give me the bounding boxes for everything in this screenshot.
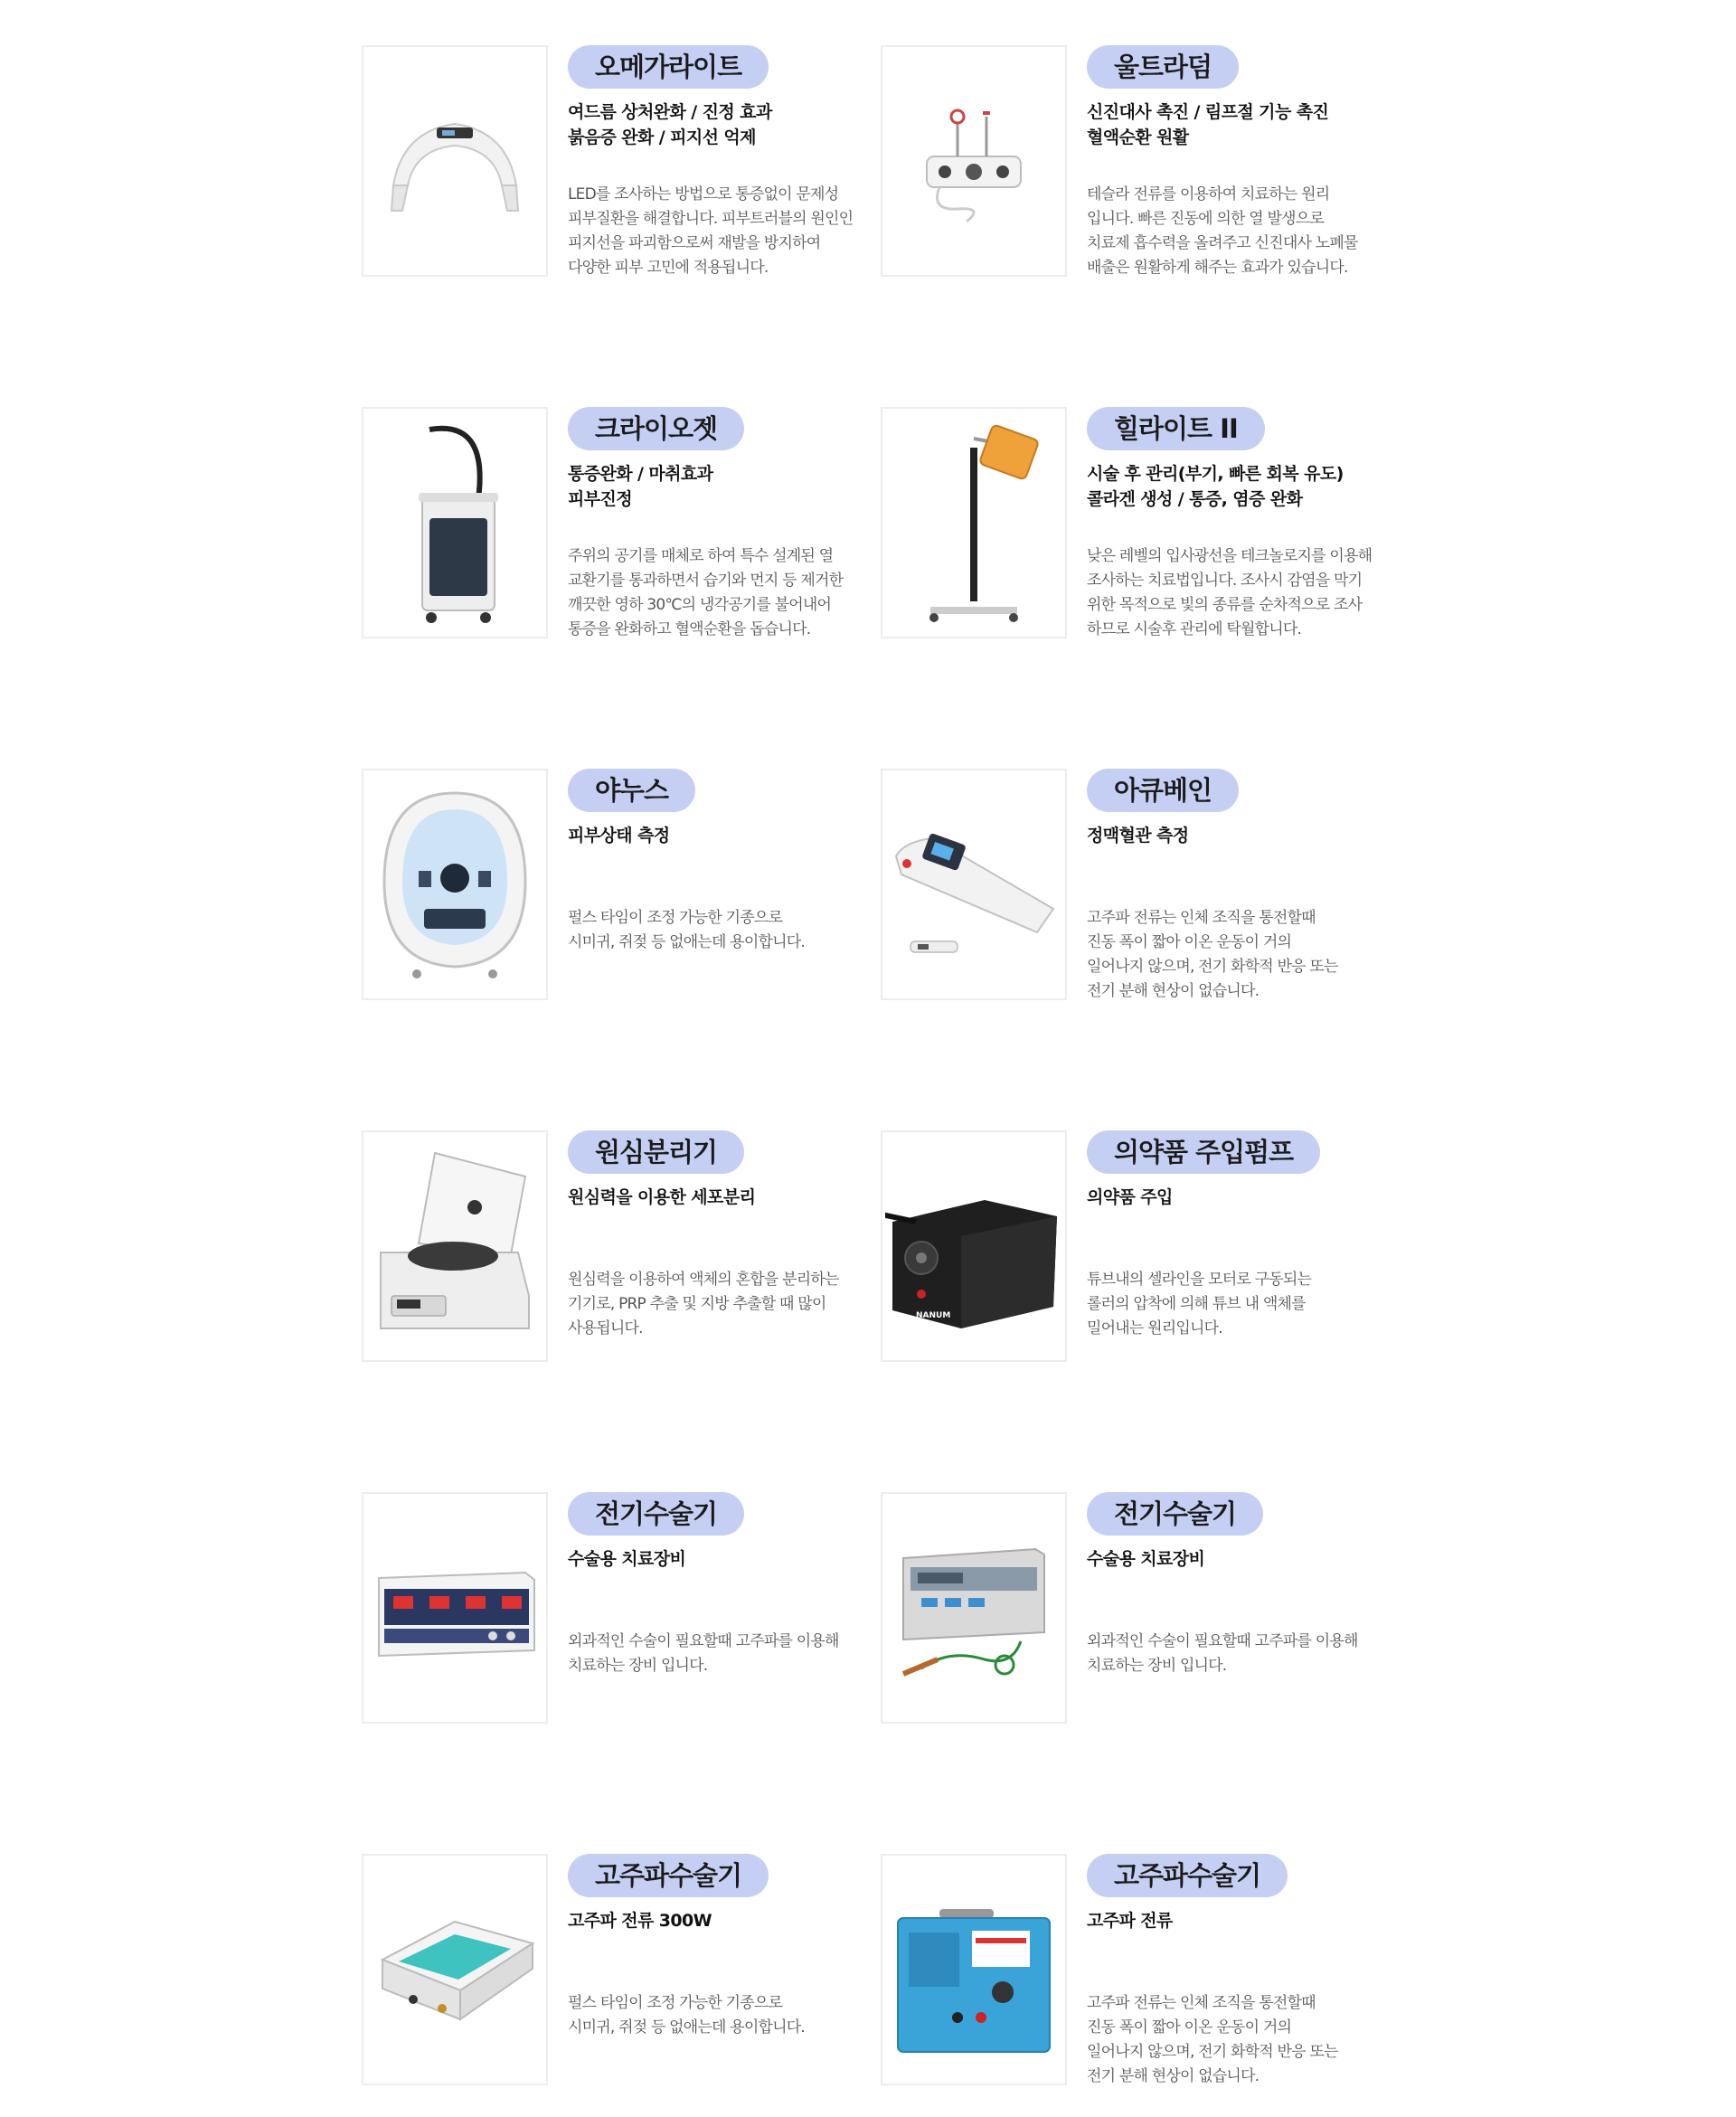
equipment-subtitle <box>1087 99 1385 150</box>
equipment-image <box>362 769 548 1000</box>
equipment-image <box>881 1130 1067 1362</box>
equipment-description <box>568 183 853 280</box>
description-line: 위한 목적으로 빛의 종류를 순차적으로 조사 <box>1087 596 1363 614</box>
description-line: 사용됩니다. <box>568 1319 643 1337</box>
equipment-subtitle <box>1087 1908 1385 1933</box>
subtitle-line: 혈액순환 원활 <box>1087 128 1189 147</box>
equipment-image <box>881 1854 1067 2085</box>
equipment-description <box>1087 183 1358 280</box>
equipment-card-ultraderm <box>881 45 1387 277</box>
equipment-description <box>568 1268 839 1341</box>
equipment-info <box>1087 1492 1385 1675</box>
equipment-card-healite <box>881 407 1387 638</box>
subtitle-line: 피부상태 측정 <box>568 826 670 846</box>
equipment-card-infusion-pump <box>881 1130 1387 1362</box>
description-line: 시미귀, 쥐젖 등 없애는데 용이합니다. <box>568 2018 805 2037</box>
subtitle-line: 정맥혈관 측정 <box>1087 826 1189 846</box>
description-line: 튜브내의 셀라인을 모터로 구동되는 <box>1087 1271 1312 1289</box>
equipment-card-omegalight <box>362 45 868 277</box>
description-line: 밀어내는 원리입니다. <box>1087 1319 1222 1337</box>
subtitle-line: 수술용 치료장비 <box>568 1549 686 1569</box>
equipment-info <box>568 1492 866 1675</box>
equipment-title: 원심분리기 <box>568 1130 744 1174</box>
description-line: 펄스 타임이 조정 가능한 기종으로 <box>568 909 783 927</box>
equipment-info <box>568 407 866 638</box>
description-line: 조사하는 치료법입니다. 조사시 감염을 막기 <box>1087 572 1363 590</box>
pump-brand-label: NANUM <box>916 1311 951 1320</box>
description-line: 교환기를 통과하면서 습기와 먼지 등 제거한 <box>568 572 844 590</box>
subtitle-line: 원심력을 이용한 세포분리 <box>568 1187 756 1207</box>
description-line: 전기 분해 현상이 없습니다. <box>1087 982 1260 1000</box>
description-line: LED를 조사하는 방법으로 통증없이 문제성 <box>568 185 839 203</box>
equipment-description <box>1087 544 1372 642</box>
equipment-info <box>1087 45 1385 277</box>
equipment-image <box>362 45 548 277</box>
description-line: 치료하는 장비 입니다. <box>568 1657 708 1675</box>
description-line: 펄스 타임이 조정 가능한 기종으로 <box>568 1994 783 2012</box>
subtitle-line: 고주파 전류 <box>1087 1911 1173 1931</box>
equipment-description <box>568 906 805 955</box>
equipment-title: 의약품 주입펌프 <box>1087 1130 1320 1174</box>
equipment-info <box>568 45 866 277</box>
subtitle-line: 신진대사 촉진 / 림프절 기능 촉진 <box>1087 102 1329 122</box>
equipment-info <box>568 769 866 951</box>
subtitle-line: 의약품 주입 <box>1087 1187 1173 1207</box>
description-line: 낮은 레벨의 입사광선을 테크놀로지를 이용해 <box>1087 547 1373 565</box>
equipment-info <box>1087 407 1385 638</box>
description-line: 깨끗한 영하 30℃의 냉각공기를 불어내어 <box>568 596 832 614</box>
description-line: 외과적인 수술이 필요할때 고주파를 이용해 <box>1087 1632 1358 1650</box>
equipment-title: 오메가라이트 <box>568 45 769 89</box>
equipment-title: 크라이오젯 <box>568 407 744 450</box>
equipment-description <box>1087 906 1338 1004</box>
description-line: 치료하는 장비 입니다. <box>1087 1657 1227 1675</box>
equipment-card-accuvein <box>881 769 1387 1000</box>
radiofrequency-unit-icon <box>366 1858 543 2081</box>
equipment-image <box>881 45 1067 277</box>
equipment-description <box>1087 1991 1338 2089</box>
equipment-subtitle <box>568 461 866 512</box>
equipment-info <box>568 1854 866 2037</box>
equipment-card-radiofrequency-b <box>881 1854 1387 2085</box>
equipment-description <box>568 1991 805 2040</box>
description-line: 주위의 공기를 매체로 하여 특수 설계된 열 <box>568 547 834 565</box>
equipment-title: 전기수술기 <box>1087 1492 1263 1536</box>
equipment-image <box>362 1492 548 1724</box>
description-line: 진동 폭이 짧아 이온 운동이 거의 <box>1087 933 1292 951</box>
description-line: 기기로, PRP 추출 및 지방 추출할 때 많이 <box>568 1295 826 1313</box>
equipment-info <box>1087 1854 1385 2085</box>
description-line: 피지선을 파괴함으로써 재발을 방지하여 <box>568 234 821 252</box>
description-line: 진동 폭이 짧아 이온 운동이 거의 <box>1087 2018 1292 2037</box>
equipment-image <box>881 1492 1067 1724</box>
subtitle-line: 고주파 전류 300W <box>568 1911 712 1931</box>
equipment-subtitle <box>568 99 866 150</box>
electrosurgical-unit-icon <box>885 1497 1062 1719</box>
equipment-subtitle <box>568 1546 866 1572</box>
equipment-grid <box>362 0 1401 2117</box>
subtitle-line: 통증완화 / 마취효과 <box>568 464 713 484</box>
equipment-subtitle <box>568 1908 866 1933</box>
equipment-info <box>1087 1130 1385 1337</box>
equipment-subtitle <box>568 1185 866 1210</box>
equipment-card-electrosurgical-a <box>362 1492 868 1724</box>
equipment-title: 고주파수술기 <box>1087 1854 1288 1897</box>
equipment-image <box>881 407 1067 638</box>
accuvein-scanner-icon <box>885 773 1062 996</box>
description-line: 고주파 전류는 인체 조직을 통전할때 <box>1087 1994 1316 2012</box>
equipment-card-radiofrequency-a <box>362 1854 868 2085</box>
equipment-image <box>881 769 1067 1000</box>
equipment-info <box>1087 769 1385 1000</box>
description-line: 일어나지 않으며, 전기 화학적 반응 또는 <box>1087 2043 1338 2061</box>
equipment-subtitle <box>1087 1185 1385 1210</box>
equipment-card-electrosurgical-b <box>881 1492 1387 1724</box>
equipment-image <box>362 407 548 638</box>
equipment-description <box>568 544 843 642</box>
description-line: 롤러의 압착에 의해 튜브 내 액체를 <box>1087 1295 1306 1313</box>
equipment-image <box>362 1854 548 2085</box>
equipment-title: 힐라이트 II <box>1087 407 1265 450</box>
description-line: 고주파 전류는 인체 조직을 통전할때 <box>1087 909 1316 927</box>
description-line: 통증을 완화하고 혈액순환을 돕습니다. <box>568 620 811 638</box>
equipment-subtitle <box>1087 823 1385 848</box>
cryojet-device-icon <box>366 411 543 634</box>
equipment-info <box>568 1130 866 1337</box>
equipment-title: 울트라덤 <box>1087 45 1239 89</box>
equipment-card-cryojet <box>362 407 868 638</box>
subtitle-line: 콜라겐 생성 / 통증, 염증 완화 <box>1087 489 1303 509</box>
description-line: 배출은 원활하게 해주는 효과가 있습니다. <box>1087 259 1348 277</box>
equipment-subtitle <box>1087 1546 1385 1572</box>
description-line: 피부질환을 해결합니다. 피부트러블의 원인인 <box>568 210 854 228</box>
subtitle-line: 피부진정 <box>568 489 633 509</box>
equipment-title: 전기수술기 <box>568 1492 744 1536</box>
equipment-subtitle <box>568 823 866 848</box>
subtitle-line: 시술 후 관리(부기, 빠른 회복 유도) <box>1087 464 1344 484</box>
equipment-image <box>362 1130 548 1362</box>
infusion-pump-icon <box>885 1135 1062 1357</box>
ultraderm-device-icon <box>885 50 1062 272</box>
equipment-title: 아큐베인 <box>1087 769 1239 812</box>
equipment-subtitle <box>1087 461 1385 512</box>
janus-analyzer-icon <box>366 773 543 996</box>
electrosurgical-unit-icon <box>366 1497 543 1719</box>
subtitle-line: 여드름 상처완화 / 진정 효과 <box>568 102 772 122</box>
equipment-description <box>568 1630 839 1678</box>
subtitle-line: 붉음증 완화 / 피지선 억제 <box>568 128 756 147</box>
equipment-description <box>1087 1630 1358 1678</box>
equipment-description <box>1087 1268 1311 1341</box>
equipment-card-janus <box>362 769 868 1000</box>
centrifuge-icon <box>366 1135 543 1357</box>
equipment-card-centrifuge <box>362 1130 868 1362</box>
description-line: 원심력을 이용하여 액체의 혼합을 분리하는 <box>568 1271 839 1289</box>
description-line: 치료제 흡수력을 올려주고 신진대사 노폐물 <box>1087 234 1358 252</box>
description-line: 시미귀, 쥐젖 등 없애는데 용이합니다. <box>568 933 805 951</box>
healite-device-icon <box>885 411 1062 634</box>
equipment-title: 야누스 <box>568 769 695 812</box>
radiofrequency-unit-icon <box>885 1858 1062 2081</box>
description-line: 다양한 피부 고민에 적용됩니다. <box>568 259 769 277</box>
description-line: 외과적인 수술이 필요할때 고주파를 이용해 <box>568 1632 839 1650</box>
description-line: 전기 분해 현상이 없습니다. <box>1087 2067 1260 2085</box>
description-line: 하므로 시술후 관리에 탁월합니다. <box>1087 620 1302 638</box>
led-mask-device-icon <box>366 50 543 272</box>
equipment-title: 고주파수술기 <box>568 1854 769 1897</box>
description-line: 테슬라 전류를 이용하여 치료하는 원리 <box>1087 185 1330 203</box>
description-line: 입니다. 빠른 진동에 의한 열 발생으로 <box>1087 210 1324 228</box>
description-line: 일어나지 않으며, 전기 화학적 반응 또는 <box>1087 958 1338 976</box>
subtitle-line: 수술용 치료장비 <box>1087 1549 1205 1569</box>
